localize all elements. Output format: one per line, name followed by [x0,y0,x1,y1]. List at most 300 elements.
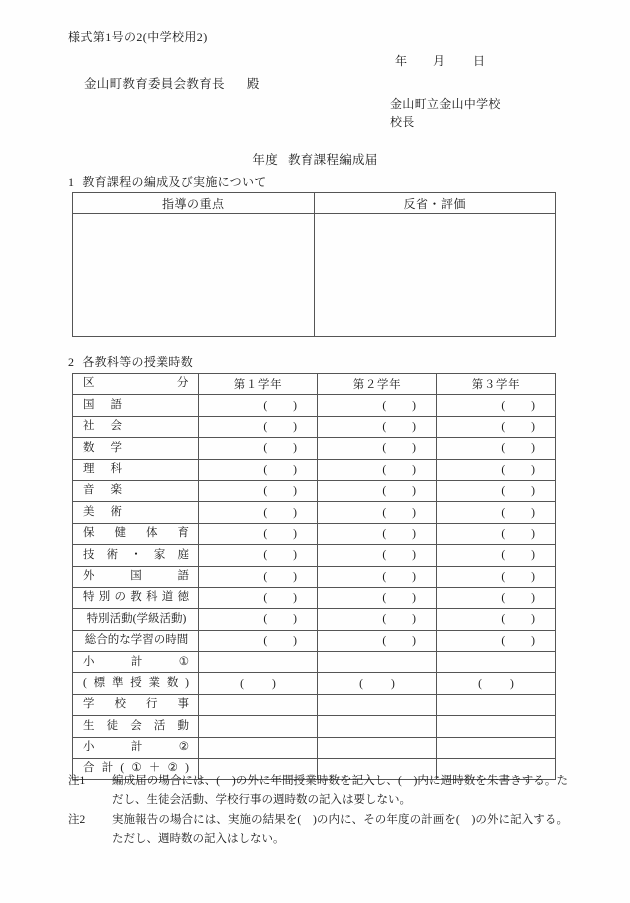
weekly-hours-parentheses [199,571,317,583]
table-row [73,416,556,437]
weekly-hours-parentheses [318,464,436,476]
guidance-evaluation-table [72,192,556,337]
hours-entry-cell-grade-1[interactable] [199,459,318,480]
subject-label-cell [73,694,199,715]
paren-open: ( [382,485,387,498]
weekly-hours-parentheses [199,485,317,497]
subject-label [73,699,198,711]
hours-entry-cell-grade-1[interactable] [199,716,318,737]
label-char: ( [83,676,87,689]
hours-entry-cell-grade-2[interactable] [318,716,437,737]
hours-entry-cell-grade-3[interactable] [437,459,556,480]
label-char: 科 [146,591,158,604]
label-char: 外 [83,569,95,582]
hours-entry-cell-grade-2[interactable] [318,630,437,651]
paren-close: ) [293,570,297,583]
title-year-prefix: 年度 [252,153,278,167]
table-row [73,214,556,337]
paren-close: ) [531,420,535,433]
weekly-hours-parentheses [318,571,436,583]
subject-label [73,550,198,562]
label-char: 計 [130,655,143,668]
weekly-hours-parentheses [199,592,317,604]
label-char: 国 [83,398,95,411]
paren-open: ( [501,527,506,540]
paren-open: ( [382,570,387,583]
label-char: ② [178,741,189,754]
weekly-hours-parentheses [437,421,555,433]
label-char: 楽 [110,484,122,497]
weekly-hours-parentheses [318,678,436,690]
paren-open: ( [478,677,482,690]
reflection-evaluation-entry-cell[interactable] [314,214,556,337]
subject-label [73,571,198,583]
paren-open: ( [263,463,268,476]
paren-close: ) [293,399,297,412]
hours-entry-cell-grade-1[interactable] [199,395,318,416]
paren-close: ) [531,570,535,583]
hours-entry-cell-grade-3[interactable] [437,502,556,523]
paren-close: ) [531,613,535,626]
table-row [73,395,556,416]
subject-label [73,528,198,540]
paren-open: ( [240,677,244,690]
label-char: 語 [177,569,189,582]
paren-close: ) [531,463,535,476]
addressee [84,74,260,92]
paren-open: ( [382,613,387,626]
subject-label [73,721,198,733]
label-char: 語 [110,398,122,411]
paren-open: ( [382,399,387,412]
weekly-hours-parentheses [437,485,555,497]
column-header-category [73,374,199,395]
table-row [73,673,556,694]
label-char: 庭 [177,548,189,561]
label-char: 計 [101,762,114,775]
title-main: 教育課程編成届 [288,153,378,167]
weekly-hours-parentheses [318,485,436,497]
label-char: 道 [161,591,174,604]
paren-open: ( [263,570,268,583]
label-char: ② [167,762,178,775]
paren-close: ) [412,485,416,498]
weekly-hours-parentheses [437,678,555,690]
hours-entry-cell-grade-2[interactable] [318,694,437,715]
paren-close: ) [531,549,535,562]
weekly-hours-parentheses [318,442,436,454]
weekly-hours-parentheses [437,442,555,454]
label-char: 教 [130,591,142,604]
label-char: 行 [146,698,158,711]
hours-entry-cell-grade-2[interactable] [318,438,437,459]
column-header-reflection-evaluation: 反省・評価 [314,193,556,214]
hours-entry-cell-grade-1[interactable] [199,416,318,437]
hours-entry-cell-grade-2[interactable] [318,566,437,587]
hours-entry-cell-grade-2[interactable] [318,737,437,758]
paren-close: ) [412,592,416,605]
hours-entry-cell-grade-1[interactable] [199,609,318,630]
hours-entry-cell-grade-3[interactable] [437,523,556,544]
hours-entry-cell-grade-3[interactable] [437,480,556,501]
label-char: 事 [177,698,189,711]
paren-close: ) [531,634,535,647]
category-label-right: 分 [176,377,189,390]
weekly-hours-parentheses [318,421,436,433]
label-char: 育 [177,527,189,540]
paren-close: ) [293,549,297,562]
label-char: ) [185,762,189,775]
hours-entry-cell-grade-3[interactable] [437,609,556,630]
page-title [0,150,630,168]
subject-label [73,507,198,519]
column-header-grade-1: 第１学年 [199,374,318,395]
hours-entry-cell-grade-2[interactable] [318,523,437,544]
label-char: 健 [114,527,126,540]
weekly-hours-parentheses [437,400,555,412]
hours-entry-cell-grade-2[interactable] [318,652,437,673]
paren-open: ( [382,549,387,562]
hours-entry-cell-grade-1[interactable] [199,438,318,459]
weekly-hours-parentheses [318,528,436,540]
subject-label [73,443,198,455]
label-char: 小 [83,655,95,668]
label-char: 音 [83,484,95,497]
label-char: 徒 [106,719,119,732]
label-char: 徳 [177,591,189,604]
hours-entry-cell-grade-3[interactable] [437,587,556,608]
label-char: 授 [130,676,142,689]
paren-open: ( [501,634,506,647]
label-char: 社 [83,420,95,433]
paren-open: ( [501,463,506,476]
label-char: 体 [146,527,158,540]
paren-close: ) [412,399,416,412]
hours-entry-cell-grade-1[interactable] [199,523,318,544]
paren-close: ) [412,420,416,433]
table-row [73,630,556,651]
subject-label [73,657,198,669]
weekly-hours-parentheses [437,592,555,604]
paren-open: ( [263,613,268,626]
weekly-hours-parentheses [199,421,317,433]
label-char: 合 [83,762,95,775]
weekly-hours-parentheses [437,507,555,519]
hours-entry-cell-grade-2[interactable] [318,587,437,608]
table-row [73,545,556,566]
hours-entry-cell-grade-1[interactable] [199,566,318,587]
weekly-hours-parentheses [437,635,555,647]
weekly-hours-parentheses [437,528,555,540]
section-1-number: 1 [68,175,75,189]
label-char: 術 [106,548,119,561]
label-char: 学 [110,441,122,454]
hours-entry-cell-grade-1[interactable] [199,630,318,651]
subject-label-cell [73,737,199,758]
subject-label-cell [73,438,199,459]
table-row [73,694,556,715]
hours-entry-cell-grade-2[interactable] [318,395,437,416]
label-char: 数 [166,676,179,689]
guidance-points-entry-cell[interactable] [73,214,315,337]
hours-entry-cell-grade-3[interactable] [437,545,556,566]
paren-open: ( [263,420,268,433]
paren-close: ) [293,463,297,476]
subject-label-cell [73,673,199,694]
paren-open: ( [263,506,268,519]
label-char: 生 [83,719,95,732]
table-row [73,502,556,523]
paren-open: ( [263,527,268,540]
paren-open: ( [382,527,387,540]
subject-label: 総合的な学習の時間 [84,634,189,647]
label-char: 別 [98,591,111,604]
footnote-tag: 注2 [68,814,86,827]
paren-open: ( [359,677,363,690]
label-char: 計 [130,741,143,754]
table-row [73,523,556,544]
hours-entry-cell-grade-3[interactable] [437,566,556,587]
label-char: 学 [83,698,95,711]
form-code: 様式第1号の2(中学校用2) [68,30,208,44]
paren-close: ) [293,485,297,498]
weekly-hours-parentheses [199,507,317,519]
table-row [73,587,556,608]
label-char: ① [178,655,189,668]
weekly-hours-parentheses [199,528,317,540]
paren-open: ( [382,420,387,433]
subject-label [73,400,198,412]
paren-close: ) [293,420,297,433]
label-char: ) [185,676,189,689]
weekly-hours-parentheses [199,442,317,454]
footnote-tag: 注1 [68,775,86,787]
weekly-hours-parentheses [199,613,317,625]
hours-entry-cell-grade-3[interactable] [437,694,556,715]
weekly-hours-parentheses [437,613,555,625]
weekly-hours-parentheses [437,549,555,561]
label-char: ・ [130,548,142,561]
paren-close: ) [412,463,416,476]
hours-entry-cell-grade-2[interactable] [318,502,437,523]
hours-entry-cell-grade-2[interactable] [318,673,437,694]
subject-label-cell [73,416,199,437]
paren-close: ) [412,634,416,647]
label-char: 校 [114,698,126,711]
subject-label-cell [73,459,199,480]
table-row [73,438,556,459]
hours-entry-cell-grade-3[interactable] [437,652,556,673]
subject-label: 特別活動(学級活動) [86,612,187,625]
column-header-grade-2: 第２学年 [318,374,437,395]
addressee-name: 金山町教育委員会教育長 [84,77,225,91]
table-row [73,566,556,587]
table-header-row [73,193,556,214]
weekly-hours-parentheses [437,571,555,583]
paren-open: ( [263,549,268,562]
footnote-2 [68,811,568,848]
paren-open: ( [263,485,268,498]
footnote-text: 実施報告の場合には、実施の結果を( )の内に、その年度の計画を( )の外に記入する。ただし、週時数の記入はしない。 [112,814,568,845]
school-name: 金山町立金山中学校 [390,97,501,111]
weekly-hours-parentheses [199,549,317,561]
footnote-1 [68,772,568,809]
label-char: 技 [83,548,95,561]
hours-entry-cell-grade-1[interactable] [199,480,318,501]
paren-close: ) [293,592,297,605]
paren-open: ( [501,399,506,412]
label-char: 国 [130,569,142,582]
subject-label [73,464,198,476]
paren-open: ( [501,570,506,583]
notes-block [68,772,568,851]
paren-close: ) [531,506,535,519]
table-row [73,652,556,673]
subject-label [73,485,198,497]
footnote-text: 編成届の場合には、( )の外に年間授業時数を記入し、( )内に週時数を朱書きする。ただし、生徒会活動、学校行事の週時数の記入は要しない。 [112,775,568,806]
weekly-hours-parentheses [199,400,317,412]
table-row [73,609,556,630]
label-char: 標 [93,676,106,689]
subject-label-cell [73,652,199,673]
label-char: 動 [177,719,189,732]
hours-entry-cell-grade-1[interactable] [199,652,318,673]
label-char: 家 [153,548,166,561]
table-row [73,480,556,501]
section-1-label: 教育課程の編成及び実施について [82,175,267,189]
label-char: 小 [83,741,95,754]
weekly-hours-parentheses [199,678,317,690]
label-char: 理 [83,463,95,475]
subject-label-cell [73,716,199,737]
paren-open: ( [263,634,268,647]
paren-open: ( [263,592,268,605]
subject-label-cell [73,523,199,544]
label-char: 業 [148,676,161,689]
label-char: 活 [153,719,166,732]
paren-close: ) [272,677,276,690]
table-header-row [73,374,556,395]
hours-entry-cell-grade-1[interactable] [199,737,318,758]
label-char: 会 [130,719,142,732]
hours-entry-cell-grade-3[interactable] [437,716,556,737]
paren-open: ( [382,634,387,647]
paren-close: ) [412,527,416,540]
subject-label-cell [73,630,199,651]
subject-label [73,592,198,604]
date-line [395,52,485,69]
hours-entry-cell-grade-3[interactable] [437,416,556,437]
weekly-hours-parentheses [437,464,555,476]
subject-label-cell [73,502,199,523]
table-row [73,716,556,737]
paren-close: ) [293,613,297,626]
paren-open: ( [501,549,506,562]
paren-open: ( [382,592,387,605]
label-char: ＋ [148,762,161,775]
school-principal-title: 校長 [390,115,415,129]
hours-entry-cell-grade-1[interactable] [199,587,318,608]
paren-close: ) [531,442,535,455]
hours-entry-cell-grade-2[interactable] [318,545,437,566]
hours-entry-cell-grade-1[interactable] [199,545,318,566]
paren-close: ) [412,549,416,562]
label-char: 数 [83,441,95,454]
subject-label-cell [73,545,199,566]
hours-entry-cell-grade-3[interactable] [437,438,556,459]
section-2-heading [68,353,193,370]
label-char: ① [131,762,142,775]
paren-close: ) [293,442,297,455]
table-row [73,737,556,758]
weekly-hours-parentheses [318,635,436,647]
paren-close: ) [293,506,297,519]
weekly-hours-parentheses [318,592,436,604]
hours-entry-cell-grade-2[interactable] [318,609,437,630]
paren-open: ( [263,399,268,412]
hours-entry-cell-grade-1[interactable] [199,502,318,523]
hours-entry-cell-grade-3[interactable] [437,630,556,651]
weekly-hours-parentheses [199,464,317,476]
paren-open: ( [382,506,387,519]
hours-entry-cell-grade-3[interactable] [437,737,556,758]
paren-open: ( [501,592,506,605]
paren-open: ( [501,442,506,455]
paren-close: ) [391,677,395,690]
subject-label [73,421,198,433]
label-char: 保 [83,527,95,540]
paren-close: ) [293,527,297,540]
subject-label-cell [73,395,199,416]
subject-label-cell [73,566,199,587]
section-2-number: 2 [68,355,75,369]
label-char: 術 [110,505,122,518]
hours-entry-cell-grade-3[interactable] [437,673,556,694]
paren-close: ) [531,592,535,605]
class-hours-table [72,373,556,780]
hours-entry-cell-grade-1[interactable] [199,673,318,694]
hours-entry-cell-grade-3[interactable] [437,395,556,416]
paren-open: ( [501,506,506,519]
section-2-label: 各教科等の授業時数 [82,355,194,369]
hours-entry-cell-grade-2[interactable] [318,480,437,501]
paren-close: ) [510,677,514,690]
column-header-guidance-points: 指導の重点 [73,193,315,214]
subject-label-cell [73,480,199,501]
paren-close: ) [531,527,535,540]
subject-label-cell [73,609,199,630]
addressee-honorific: 殿 [246,77,260,91]
category-label-left: 区 [83,377,96,390]
hours-entry-cell-grade-2[interactable] [318,459,437,480]
hours-entry-cell-grade-1[interactable] [199,694,318,715]
date-year-label: 年 [395,54,408,68]
paren-close: ) [531,485,535,498]
subject-label [73,678,198,690]
section-1-heading [68,173,267,190]
paren-open: ( [263,442,268,455]
paren-open: ( [382,442,387,455]
paren-close: ) [412,613,416,626]
date-month-label: 月 [433,54,446,68]
column-header-grade-3: 第３学年 [437,374,556,395]
label-char: 科 [110,463,122,475]
paren-open: ( [382,463,387,476]
hours-entry-cell-grade-2[interactable] [318,416,437,437]
paren-close: ) [531,399,535,412]
label-char: 準 [111,676,124,689]
label-char: ( [120,762,125,775]
